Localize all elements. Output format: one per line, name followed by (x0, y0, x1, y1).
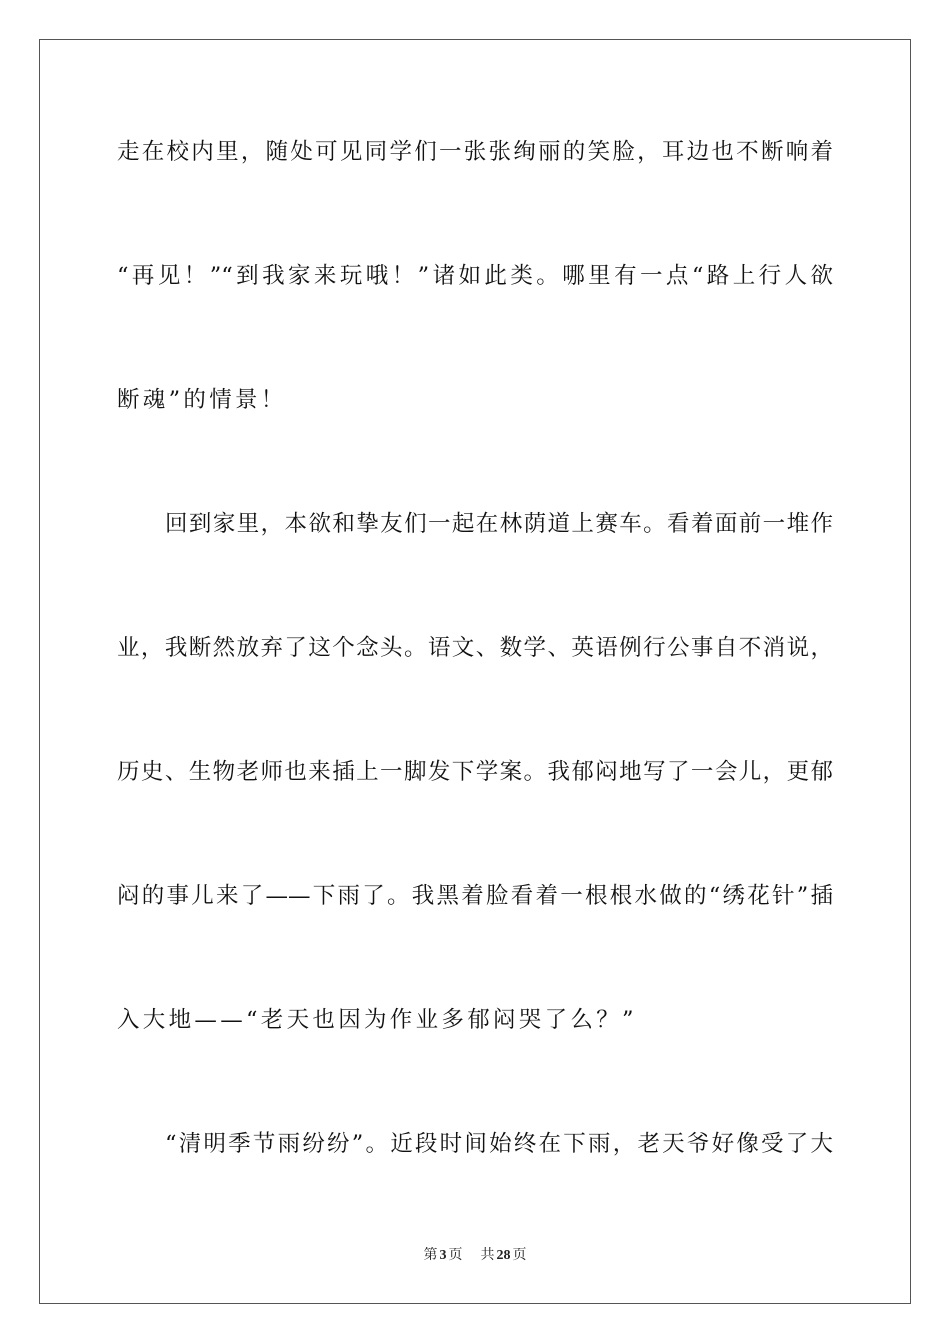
page-suffix: 页 (448, 1247, 463, 1263)
total-suffix: 页 (512, 1247, 527, 1263)
page-footer (0, 1246, 950, 1265)
text-line-7: 闷的事儿来了——下雨了。我黑着脸看着一根根水做的“绣花针”插 (117, 883, 833, 909)
total-prefix: 共 (480, 1247, 495, 1263)
text-line-2: “再见！”“到我家来玩哦！”诸如此类。哪里有一点“路上行人欲 (117, 263, 833, 289)
page-prefix: 第 (423, 1247, 438, 1263)
text-line-6: 历史、生物老师也来插上一脚发下学案。我郁闷地写了一会儿，更郁 (117, 759, 833, 785)
text-line-5: 业，我断然放弃了这个念头。语文、数学、英语例行公事自不消说， (117, 635, 833, 661)
text-line-4: 回到家里，本欲和挚友们一起在林荫道上赛车。看着面前一堆作 (165, 511, 833, 537)
page-number: 3 (439, 1248, 447, 1263)
text-line-3: 断魂”的情景！ (117, 387, 287, 413)
text-line-1: 走在校内里，随处可见同学们一张张绚丽的笑脸，耳边也不断响着 (117, 139, 833, 165)
total-pages: 28 (496, 1248, 511, 1263)
text-line-9: “清明季节雨纷纷”。近段时间始终在下雨，老天爷好像受了大 (165, 1131, 833, 1157)
text-line-8: 入大地——“老天也因为作业多郁闷哭了么？” (117, 1007, 637, 1033)
page-border (39, 39, 911, 1304)
